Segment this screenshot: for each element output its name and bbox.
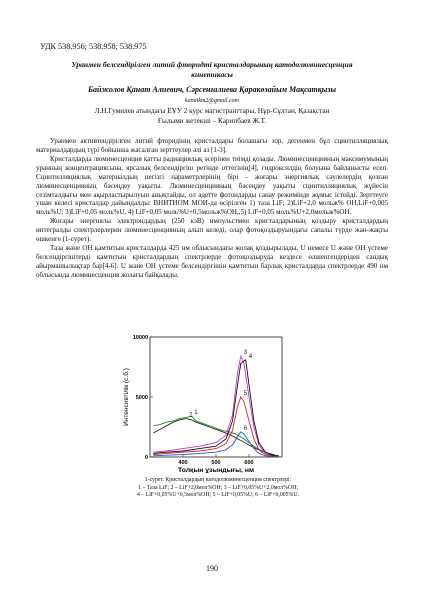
series-label-3: 3 [243,350,248,357]
series-label-2: 2 [189,412,193,419]
paragraph: Таза және OH қамтитын кристалдарда 425 нм облысындағы жолақ қоздырылады. U немесе U және OH үстеме белсендіргіштерді қамтитын кристалдардың спектрлерде фотоқоздыруда кездесе өлшенгендеріден сандық айырмашылықтар бар[4-6]. U және OH үстеме белсендіргішін қамтитын барлық кристалдарда спектрлерде 490 нм облысында люминесценция жолағы байқалады. [36,244,388,279]
author-list: Байжолов Қанат Алиевич, Сәрсенғалиева Қаракөзайым Мақсатқызы [87,85,337,94]
body-text [36,137,388,280]
udk-code: УДК 538.956; 538.958; 538.975 [40,42,147,51]
paper-title-line: Уранмен белсендірілген литий фторидтi кристалдарының катодолюминесценция [71,60,353,69]
series-label-6: 6 [243,425,248,432]
caption-line: 1-сурет. Кристалдардың катодолюминесценция спектрлері: [144,477,292,483]
y-tick-label: 10000 [132,335,148,341]
y-tick-label: 5000 [135,395,148,401]
paper-title-line: кинетикасы [191,70,233,79]
series-label-5: 5 [243,391,248,397]
affiliation [36,107,388,126]
series-line-5 [153,397,278,457]
series-label-4: 4 [248,353,253,360]
figure-caption [58,477,378,500]
supervisor-line: Ғылыми жетекші – Карипбаев Ж.Т. [157,116,267,125]
x-tick-label: 500 [211,460,221,466]
series-line-4 [153,360,278,457]
affiliation-line: Л.Н.Гумилев атындағы ЕҰУ 2 курс магистранттары, Нұр-Сұлтан, Қазақстан [94,107,330,115]
spectra-chart [118,333,288,473]
series-line-3 [153,353,278,456]
y-axis-label: Интенсивтілік (с.б.) [123,368,130,426]
plot-frame [150,337,282,457]
x-axis-label: Толқын ұзындығы, нм [178,467,254,473]
caption-line: 4 – LiF+0,05%U+0,5мол%OH; 5 – LiF+0,05%U; 6 – LiF+0,005%U. [136,492,300,499]
x-tick-label: 400 [178,460,188,466]
caption-line: 1 – Таза LiF; 2 – LiF+2,0мол%OH; 3 – LiF+0,05%U+2,0мол%OH; [138,484,298,491]
x-tick-label: 600 [244,460,254,466]
paper-title [36,60,388,80]
author-email: kanatkm2@gmail.com [184,98,239,104]
paragraph: Жоғары энергиялы электрондардың (250 кэВ) импульстмен кристалдарының қоздыру кристалдардың интегралды спектрлерлерин люминесценцияның алып келеді, олар фотоқоздыруындағы сапалы түрде жан-жақты өшкенге (1-сурет). [36,217,388,244]
series-label-1: 1 [194,410,198,417]
page-number: 190 [206,564,218,573]
paragraph: Уранмен активтендірілген литий фторидінің кристалдары болашағы зор, дегенмен бұл сцинтилляциялық материалдардың түрі бойынша жасалған зерттеулер әлі аз [1-3]. [36,137,388,154]
paragraph: Кристалдарда люминесценция қатты радиациялық әсерінен тиімді қозады. Люминесценцияның максимумының уранның концентрациясына, ярсалық белсендіргіш ретінде оттегінің[4], гидроксилдің болуына байланысты есеп. Сцинтилляциялық материалдың негізгі параметрлерінің бірі - жоғары энергиялық сәулелердің қозған люминесценцияның бәсеңдеу уақыты. Люминесценцияның бәсеңдеу уақыты сцинтилляциялық жүйесін сезімталдығы мен ақырластырылуын анықтайды, ол әдетте фотондарды санау режимінде жұмыс істейді. Зерттеуге ушан келесі кристалдар дайындалды: ВНИТИОМ МОИ-да өсірілген 1) таза LiF; 2)LiF+2,0 мольж% OH,LiF+0,005 моль%U; 3)LiF+0,05 моль%U, 4) LiF+0,05 моль%U+0,5мольж%OH,,5) LiF+0,05 моль%U+2,0мольж%OH. [36,154,388,217]
y-tick-label: 0 [144,455,148,461]
